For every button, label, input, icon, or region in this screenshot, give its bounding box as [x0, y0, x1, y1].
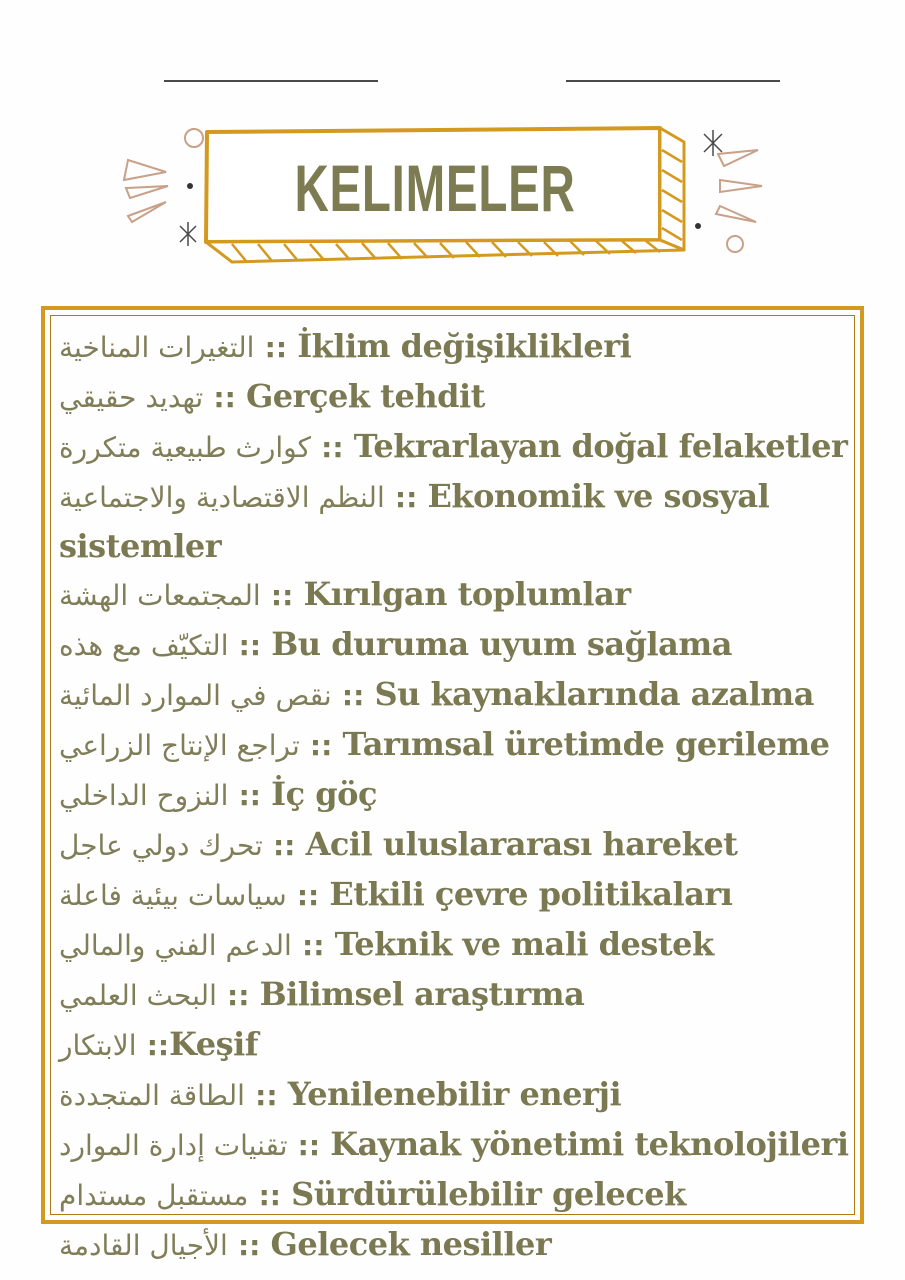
turkish-term: Acil uluslararası hareket	[305, 825, 738, 863]
turkish-term: Yenilenebilir enerji	[287, 1075, 622, 1113]
list-item	[59, 670, 850, 720]
separator: ::	[297, 1129, 321, 1162]
decorative-line-left	[164, 80, 378, 82]
turkish-term: Tarımsal üretimde gerileme	[342, 725, 830, 763]
arabic-term: التغيرات المناخية	[59, 331, 255, 364]
circle-decor-icon	[727, 236, 743, 252]
ray-decor-icon	[126, 186, 168, 198]
separator: ::	[272, 829, 296, 862]
arabic-term: الأجيال القادمة	[59, 1229, 228, 1262]
separator: ::	[296, 879, 320, 912]
arabic-term: النظم الاقتصادية والاجتماعية	[59, 481, 385, 514]
list-item	[59, 820, 850, 870]
ray-decor-icon	[124, 160, 166, 180]
separator: ::	[238, 779, 261, 812]
separator: ::	[302, 929, 325, 962]
turkish-term: Su kaynaklarında azalma	[374, 675, 814, 713]
arabic-term: النزوح الداخلي	[59, 779, 229, 812]
star-decor-icon	[180, 222, 196, 246]
arabic-term: مستقبل مستدام	[59, 1179, 249, 1212]
circle-decor-icon	[185, 129, 203, 147]
separator: ::	[237, 1229, 261, 1262]
separator: ::	[321, 431, 344, 464]
list-item	[59, 422, 850, 472]
page-title: KELIMELER	[294, 151, 576, 225]
turkish-term: Gerçek tehdit	[245, 377, 485, 415]
arabic-term: الدعم الفني والمالي	[59, 929, 292, 962]
turkish-term: Etkili çevre politikaları	[329, 875, 733, 913]
arabic-term: تهديد حقيقي	[59, 381, 204, 414]
list-item	[59, 1220, 850, 1270]
dot-decor-icon	[695, 223, 701, 229]
turkish-term: İç göç	[271, 775, 377, 813]
arabic-term: الابتكار	[59, 1029, 137, 1062]
list-item	[59, 472, 850, 570]
turkish-term: Bilimsel araştırma	[259, 975, 585, 1013]
list-item	[59, 1020, 850, 1070]
arabic-term: الطاقة المتجددة	[59, 1079, 245, 1112]
ray-decor-icon	[716, 206, 756, 222]
arabic-term: تقنيات إدارة الموارد	[59, 1129, 288, 1162]
star-decor-icon	[704, 130, 722, 156]
list-item	[59, 620, 850, 670]
ray-decor-icon	[128, 202, 166, 222]
decorative-line-right	[566, 80, 780, 82]
separator: ::	[213, 381, 236, 414]
arabic-term: تراجع الإنتاج الزراعي	[59, 729, 300, 762]
separator: ::	[238, 629, 262, 662]
arabic-term: المجتمعات الهشة	[59, 579, 261, 612]
turkish-term: Teknik ve mali destek	[334, 925, 714, 963]
turkish-term: Gelecek nesiller	[270, 1225, 552, 1263]
list-item	[59, 1120, 850, 1170]
turkish-term: Kaynak yönetimi teknolojileri	[330, 1125, 849, 1163]
turkish-term: Kırılgan toplumlar	[303, 575, 631, 613]
list-item	[59, 920, 850, 970]
list-item	[59, 322, 850, 372]
ray-decor-icon	[718, 150, 758, 166]
turkish-term: Tekrarlayan doğal felaketler	[353, 427, 848, 465]
arabic-term: نقص في الموارد المائية	[59, 679, 332, 712]
separator: ::	[227, 979, 250, 1012]
arabic-term: تحرك دولي عاجل	[59, 829, 263, 862]
turkish-term: Bu duruma uyum sağlama	[271, 625, 732, 663]
dot-decor-icon	[187, 183, 193, 189]
separator: ::	[146, 1029, 170, 1062]
list-item	[59, 570, 850, 620]
arabic-term: كوارث طبيعية متكررة	[59, 431, 311, 464]
separator: ::	[394, 481, 418, 514]
list-item	[59, 1070, 850, 1120]
separator: ::	[270, 579, 294, 612]
separator: ::	[341, 679, 365, 712]
arabic-term: التكيّف مع هذه	[59, 629, 229, 662]
vocabulary-box	[41, 306, 864, 1263]
list-item	[59, 970, 850, 1020]
turkish-term: Ekonomik ve sosyal sistemler	[59, 477, 770, 565]
separator: ::	[255, 1079, 278, 1112]
turkish-term: Keşif	[169, 1025, 258, 1063]
arabic-term: سياسات بيئية فاعلة	[59, 879, 287, 912]
arabic-term: البحث العلمي	[59, 979, 217, 1012]
separator: ::	[258, 1179, 281, 1212]
list-item	[59, 720, 850, 770]
ray-decor-icon	[720, 180, 762, 192]
turkish-term: Sürdürülebilir gelecek	[291, 1175, 686, 1213]
separator: ::	[309, 729, 333, 762]
turkish-term: İklim değişiklikleri	[297, 327, 632, 365]
list-item	[59, 1170, 850, 1220]
vocabulary-list	[59, 322, 850, 1270]
list-item	[59, 870, 850, 920]
separator: ::	[264, 331, 288, 364]
list-item	[59, 770, 850, 820]
list-item	[59, 372, 850, 422]
decor-right	[704, 130, 762, 252]
